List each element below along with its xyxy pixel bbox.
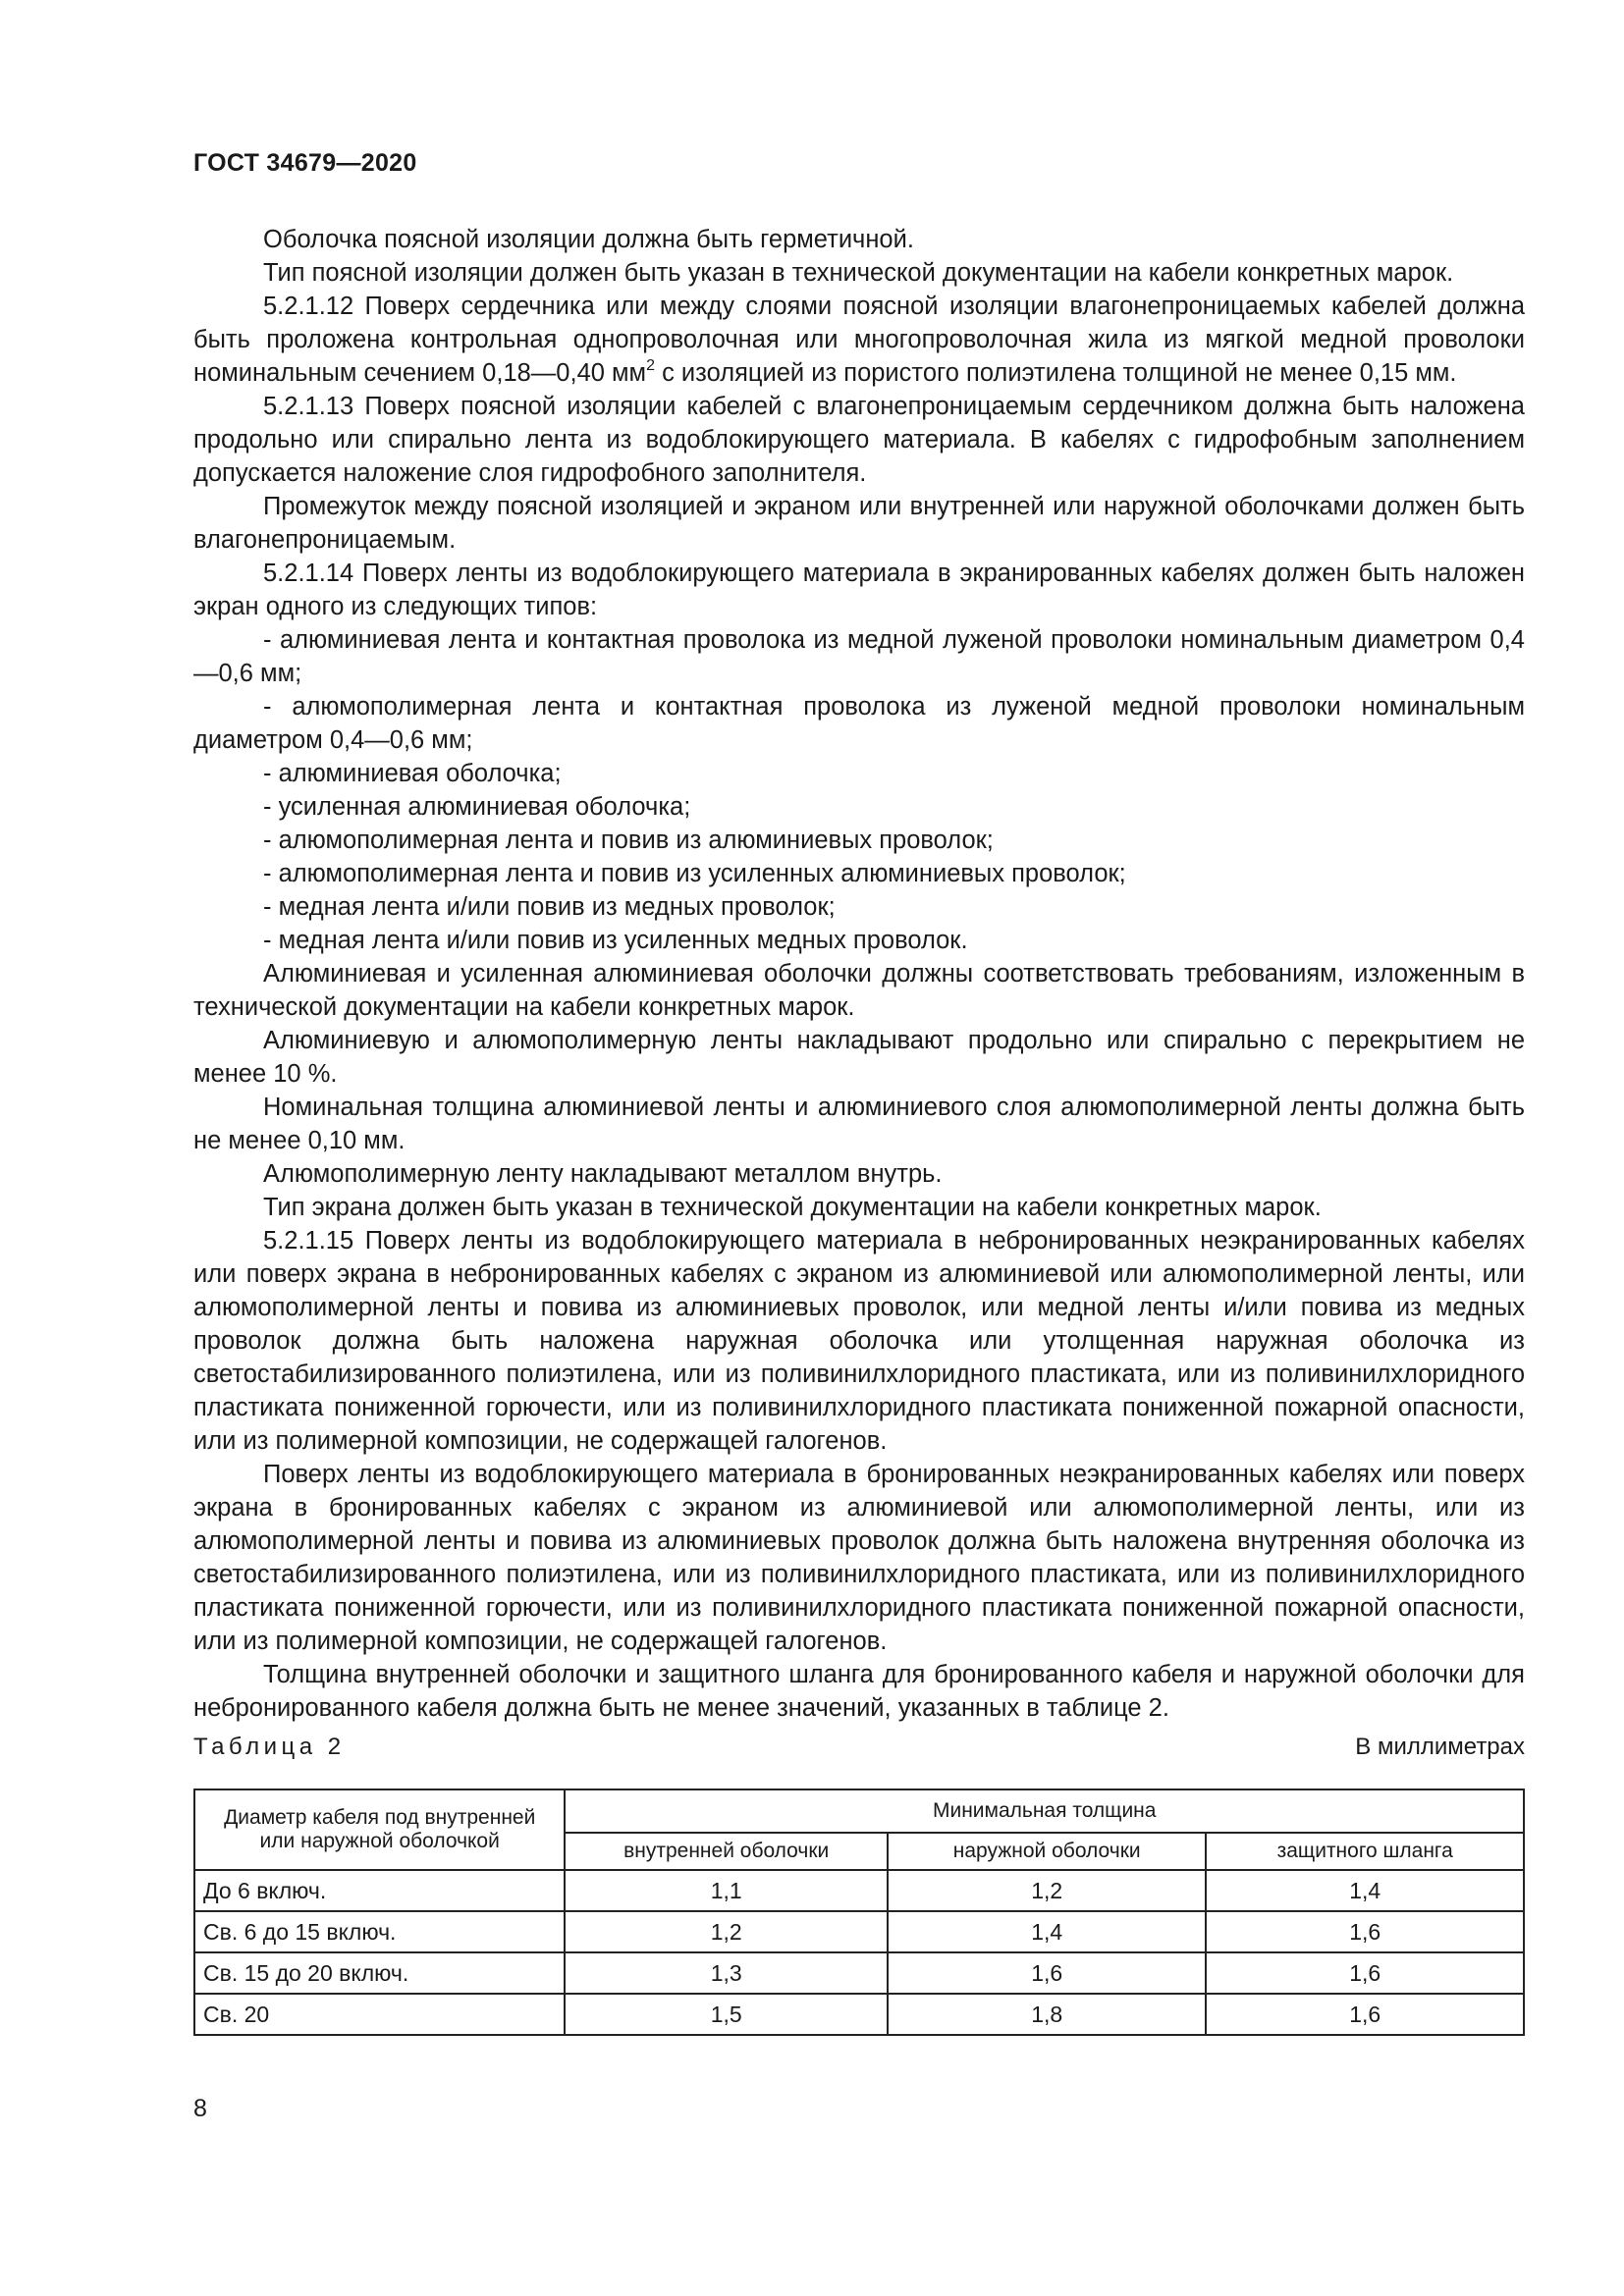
table-header-outer: наружной оболочки (888, 1833, 1207, 1870)
paragraph: Алюмополимерную ленту накладывают металлом внутрь. (263, 1160, 943, 1188)
paragraph: Тип экрана должен быть указан в технической документации на кабели конкретных марок. (263, 1194, 1322, 1221)
table-cell-inner: 1,5 (565, 1994, 888, 2035)
list-item: - медная лента и/или повив из усиленных медных проволок. (263, 927, 968, 954)
table-header-inner: внутренней оболочки (565, 1833, 888, 1870)
table-header-min-thickness: Минимальная толщина (565, 1789, 1524, 1833)
list-item: - алюмополимерная лента и повив из алюминиевых проволок; (263, 827, 994, 854)
paragraph-5-2-1-15: 5.2.1.15 Поверх ленты из водоблокирующего материала в небронированных неэкранированных кабелях или поверх экрана в небронированных кабелях с экраном из алюминиевой или алюмополимерной ленты, или алюмополимерной ленты и повива из алюминиевых проволок, или медной ленты и/или повива из медных проволок должна быть наложена наружная оболочка или утолщенная наружная оболочка из светостабилизированного полиэтилена, или из поливинилхлоридного пластиката, или из поливинилхлоридного пластиката пониженной горючести, или из поливинилхлоридного пластиката пониженной пожарной опасности, или из полимерной композиции, не содержащей галогенов. (193, 1227, 1525, 1455)
table-cell-label: До 6 включ. (194, 1870, 565, 1911)
table-header-hose: защитного шланга (1206, 1833, 1524, 1870)
paragraph-text: 5.2.1.12 Поверх сердечника или между слоями поясной изоляции влагонепроницаемых кабелей должна быть проложена контрольная однопроволочная или многопроволочная жила из мягкой медной проволоки номинальным сечением 0,18—0,40 мм (193, 293, 1525, 387)
paragraph: Поверх ленты из водоблокирующего материала в бронированных неэкранированных кабелях или поверх экрана в бронированных кабелях с экраном из алюминиевой или алюмополимерной ленты, или из алюмополимерной ленты и повива из алюминиевых проволок должна быть наложена внутренняя оболочка из светостабилизированного полиэтилена, или из поливинилхлоридного пластиката, или из поливинилхлоридного пластиката пониженной горючести, или из поливинилхлоридного пластиката пониженной пожарной опасности, или из полимерной композиции, не содержащей галогенов. (193, 1461, 1525, 1655)
table-cell-hose: 1,6 (1206, 1994, 1524, 2035)
table-cell-label: Св. 6 до 15 включ. (194, 1911, 565, 1952)
table-units: В миллиметрах (1355, 1734, 1525, 1760)
table-cell-outer: 1,8 (888, 1994, 1207, 2035)
table-row (194, 1870, 1524, 1911)
table-cell-inner: 1,1 (565, 1870, 888, 1911)
page-number: 8 (193, 2095, 207, 2122)
table-cell-hose: 1,4 (1206, 1870, 1524, 1911)
table-cell-label: Св. 15 до 20 включ. (194, 1952, 565, 1994)
list-item: - алюмополимерная лента и повив из усиленных алюминиевых проволок; (263, 860, 1126, 887)
paragraph: Алюминиевую и алюмополимерную ленты накладывают продольно или спирально с перекрытием не менее 10 %. (193, 1027, 1525, 1088)
table-cell-inner: 1,3 (565, 1952, 888, 1994)
table-cell-outer: 1,2 (888, 1870, 1207, 1911)
table-cell-hose: 1,6 (1206, 1911, 1524, 1952)
paragraph-text: с изоляцией из пористого полиэтилена толщиной не менее 0,15 мм. (655, 359, 1457, 387)
table-cell-label: Св. 20 (194, 1994, 565, 2035)
paragraph-5-2-1-14: 5.2.1.14 Поверх ленты из водоблокирующего материала в экранированных кабелях должен быть наложен экран одного из следующих типов: (193, 560, 1525, 620)
table-cell-outer: 1,4 (888, 1911, 1207, 1952)
paragraph: Тип поясной изоляции должен быть указан в технической документации на кабели конкретных марок. (263, 259, 1454, 287)
paragraph: Алюминиевая и усиленная алюминиевая оболочки должны соответствовать требованиям, изложенным в технической документации на кабели конкретных марок. (193, 960, 1525, 1021)
paragraph: Толщина внутренней оболочки и защитного шланга для бронированного кабеля и наружной оболочки для небронированного кабеля должна быть не менее значений, указанных в таблице 2. (193, 1661, 1525, 1722)
paragraph-5-2-1-12 (193, 290, 1525, 390)
paragraph: Номинальная толщина алюминиевой ленты и алюминиевого слоя алюмополимерной ленты должна быть не менее 0,10 мм. (193, 1094, 1525, 1154)
table-header-diameter: Диаметр кабеля под внутренней или наружной оболочкой (194, 1789, 565, 1870)
table-row (194, 1994, 1524, 2035)
list-item: - усиленная алюминиевая оболочка; (263, 793, 691, 821)
table-caption: Таблица 2 (193, 1734, 346, 1760)
table-cell-hose: 1,6 (1206, 1952, 1524, 1994)
list-item: - алюмополимерная лента и контактная проволока из луженой медной проволоки номинальным диаметром 0,4—0,6 мм; (193, 693, 1525, 754)
table-cell-outer: 1,6 (888, 1952, 1207, 1994)
paragraph: Оболочка поясной изоляции должна быть герметичной. (263, 226, 914, 253)
list-item: - медная лента и/или повив из медных проволок; (263, 893, 836, 921)
table-cell-inner: 1,2 (565, 1911, 888, 1952)
list-item: - алюминиевая оболочка; (263, 760, 562, 787)
paragraph: Промежуток между поясной изоляцией и экраном или внутренней или наружной оболочками должен быть влагонепроницаемым. (193, 493, 1525, 554)
thickness-table (193, 1789, 1525, 2036)
paragraph-5-2-1-13: 5.2.1.13 Поверх поясной изоляции кабелей с влагонепроницаемым сердечником должна быть наложена продольно или спирально лента из водоблокирующего материала. В кабелях с гидрофобным заполнением допускается наложение слоя гидрофобного заполнителя. (193, 393, 1525, 487)
table-row (194, 1911, 1524, 1952)
table-row (194, 1952, 1524, 1994)
document-body (193, 223, 1525, 1725)
document-header: ГОСТ 34679—2020 (193, 149, 417, 177)
superscript: 2 (646, 357, 655, 374)
list-item: - алюминиевая лента и контактная проволока из медной луженой проволоки номинальным диаметром 0,4—0,6 мм; (193, 626, 1525, 687)
